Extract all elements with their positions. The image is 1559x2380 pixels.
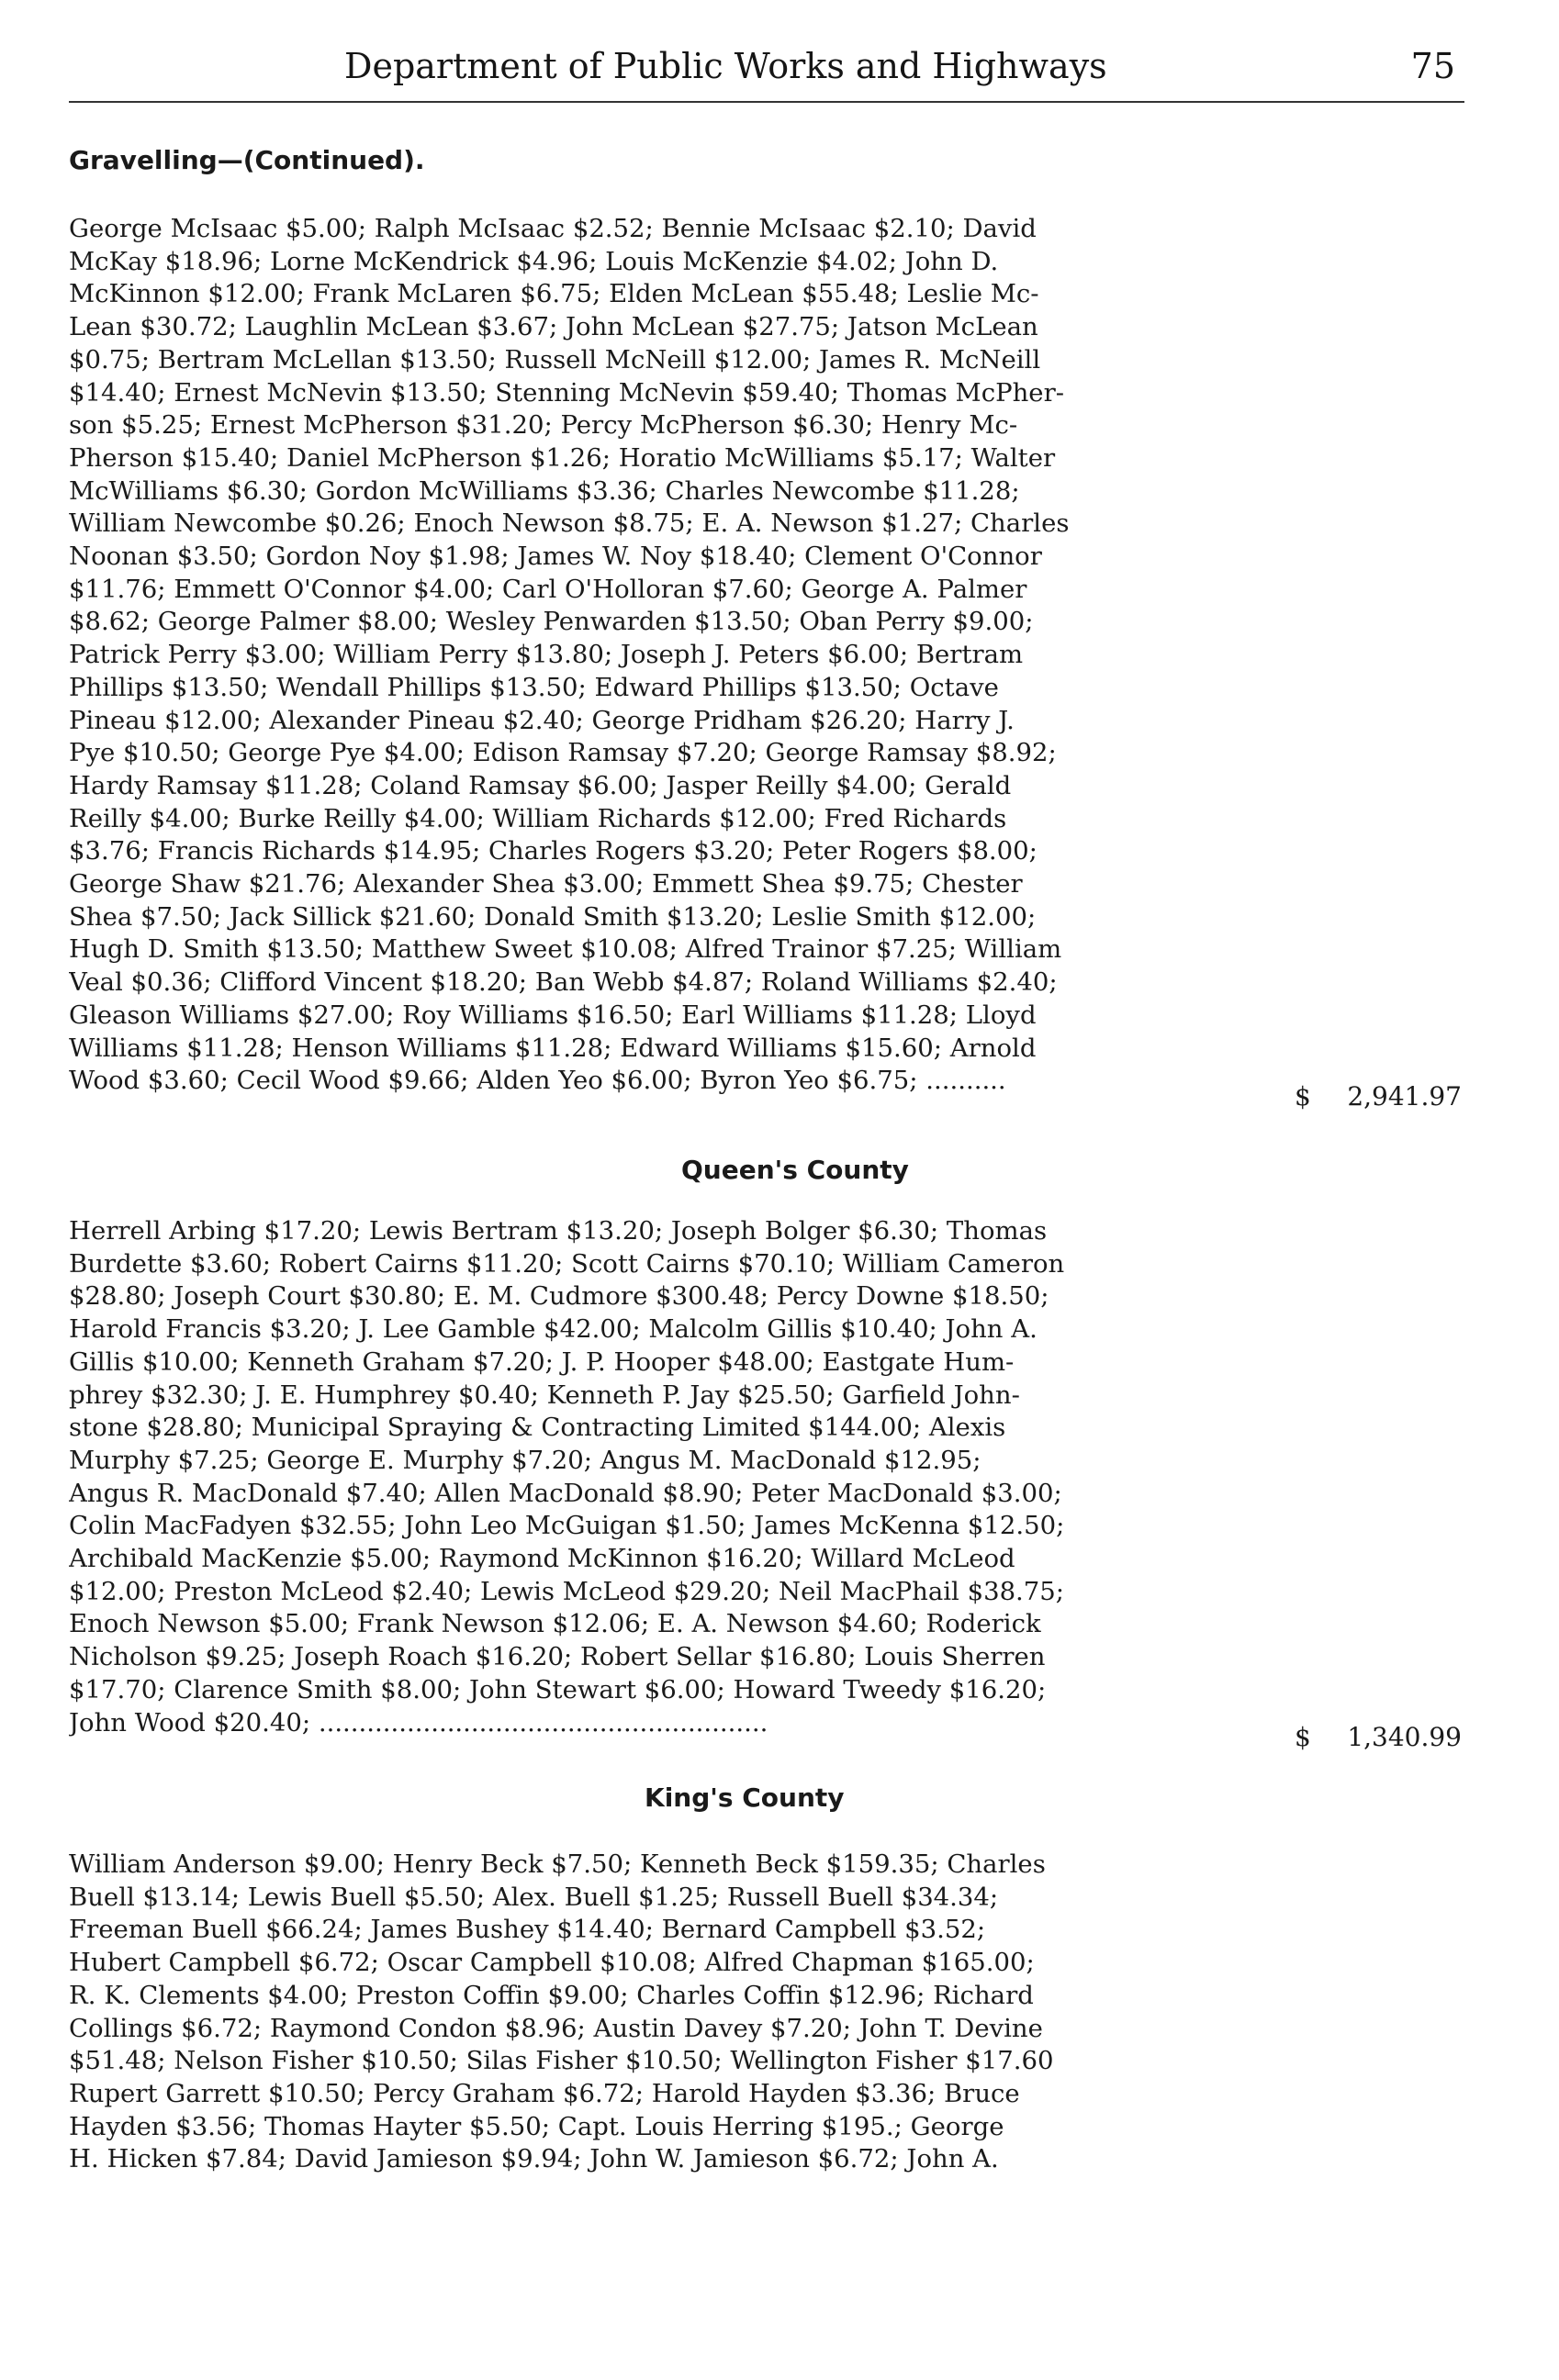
text-line: Enoch Newson $5.00; Frank Newson $12.06; E. A. Newson $4.60; Roderick bbox=[69, 1609, 1041, 1639]
text-line: $12.00; Preston McLeod $2.40; Lewis McLeod $29.20; Neil MacPhail $38.75; bbox=[69, 1576, 1065, 1606]
gravelling-continued-paragraph bbox=[69, 213, 1262, 1098]
text-line: Gillis $10.00; Kenneth Graham $7.20; J. P. Hooper $48.00; Eastgate Hum- bbox=[69, 1346, 1015, 1377]
text-line: Archibald MacKenzie $5.00; Raymond McKinnon $16.20; Willard McLeod bbox=[69, 1544, 1015, 1574]
text-line: Wood $3.60; Cecil Wood $9.66; Alden Yeo $6.00; Byron Yeo $6.75; .......... bbox=[69, 1066, 1006, 1096]
text-line: Herrell Arbing $17.20; Lewis Bertram $13.20; Joseph Bolger $6.30; Thomas bbox=[69, 1216, 1048, 1246]
text-line: phrey $32.30; J. E. Humphrey $0.40; Kenneth P. Jay $25.50; Garfield John- bbox=[69, 1380, 1020, 1410]
text-line: William Newcombe $0.26; Enoch Newson $8.75; E. A. Newson $1.27; Charles bbox=[69, 508, 1070, 539]
text-line: Buell $13.14; Lewis Buell $5.50; Alex. Buell $1.25; Russell Buell $34.34; bbox=[69, 1882, 999, 1912]
text-line: Noonan $3.50; Gordon Noy $1.98; James W. Noy $18.40; Clement O'Connor bbox=[69, 542, 1042, 572]
text-line: William Anderson $9.00; Henry Beck $7.50; Kenneth Beck $159.35; Charles bbox=[69, 1849, 1046, 1879]
text-line: $51.48; Nelson Fisher $10.50; Silas Fisher $10.50; Wellington Fisher $17.60 bbox=[69, 2046, 1054, 2076]
text-line: Veal $0.36; Clifford Vincent $18.20; Ban Webb $4.87; Roland Williams $2.40; bbox=[69, 967, 1058, 998]
text-line: Hubert Campbell $6.72; Oscar Campbell $10.08; Alfred Chapman $165.00; bbox=[69, 1948, 1035, 1978]
total-amount: 2,941.97 bbox=[1347, 1081, 1462, 1112]
text-line: $17.70; Clarence Smith $8.00; John Stewart $6.00; Howard Tweedy $16.20; bbox=[69, 1674, 1047, 1704]
text-line: McWilliams $6.30; Gordon McWilliams $3.36; Charles Newcombe $11.28; bbox=[69, 475, 1020, 506]
text-line: Harold Francis $3.20; J. Lee Gamble $42.00; Malcolm Gillis $10.40; John A. bbox=[69, 1314, 1037, 1345]
page-number: 75 bbox=[1410, 46, 1455, 86]
text-line: Pineau $12.00; Alexander Pineau $2.40; George Pridham $26.20; Harry J. bbox=[69, 705, 1015, 735]
text-line: $0.75; Bertram McLellan $13.50; Russell McNeill $12.00; James R. McNeill bbox=[69, 344, 1041, 374]
text-line: R. K. Clements $4.00; Preston Coffin $9.00; Charles Coffin $12.96; Richard bbox=[69, 1980, 1034, 2010]
text-line: $8.62; George Palmer $8.00; Wesley Penwarden $13.50; Oban Perry $9.00; bbox=[69, 607, 1034, 637]
text-line: John Wood $20.40; ........................................................ bbox=[69, 1707, 768, 1738]
text-line: Shea $7.50; Jack Sillick $21.60; Donald Smith $13.20; Leslie Smith $12.00; bbox=[69, 901, 1037, 932]
text-line: Collings $6.72; Raymond Condon $8.96; Austin Davey $7.20; John T. Devine bbox=[69, 2013, 1043, 2043]
text-line: Angus R. MacDonald $7.40; Allen MacDonald $8.90; Peter MacDonald $3.00; bbox=[69, 1478, 1062, 1508]
text-line: Burdette $3.60; Robert Cairns $11.20; Scott Cairns $70.10; William Cameron bbox=[69, 1248, 1065, 1279]
text-line: Hugh D. Smith $13.50; Matthew Sweet $10.08; Alfred Trainor $7.25; William bbox=[69, 934, 1062, 965]
text-line: Nicholson $9.25; Joseph Roach $16.20; Robert Sellar $16.80; Louis Sherren bbox=[69, 1642, 1046, 1672]
kings-county-heading: King's County bbox=[645, 1782, 845, 1813]
text-line: Pye $10.50; George Pye $4.00; Edison Ramsay $7.20; George Ramsay $8.92; bbox=[69, 738, 1057, 768]
queens-county-paragraph bbox=[69, 1215, 1262, 1739]
text-line: $11.76; Emmett O'Connor $4.00; Carl O'Holloran $7.60; George A. Palmer bbox=[69, 574, 1027, 604]
text-line: son $5.25; Ernest McPherson $31.20; Percy McPherson $6.30; Henry Mc- bbox=[69, 410, 1018, 441]
running-title: Department of Public Works and Highways bbox=[344, 46, 1107, 86]
text-line: Colin MacFadyen $32.55; John Leo McGuigan $1.50; James McKenna $12.50; bbox=[69, 1511, 1065, 1541]
text-line: Williams $11.28; Henson Williams $11.28; Edward Williams $15.60; Arnold bbox=[69, 1033, 1037, 1063]
text-line: Murphy $7.25; George E. Murphy $7.20; Angus M. MacDonald $12.95; bbox=[69, 1445, 981, 1475]
text-line: McKinnon $12.00; Frank McLaren $6.75; Elden McLean $55.48; Leslie Mc- bbox=[69, 279, 1039, 309]
text-line: Hardy Ramsay $11.28; Coland Ramsay $6.00; Jasper Reilly $4.00; Gerald bbox=[69, 770, 1012, 800]
text-line: $28.80; Joseph Court $30.80; E. M. Cudmore $300.48; Percy Downe $18.50; bbox=[69, 1281, 1049, 1312]
text-line: Hayden $3.56; Thomas Hayter $5.50; Capt. Louis Herring $195.; George bbox=[69, 2111, 1004, 2141]
text-line: Lean $30.72; Laughlin McLean $3.67; John McLean $27.75; Jatson McLean bbox=[69, 312, 1038, 342]
queens-county-heading: Queen's County bbox=[681, 1155, 909, 1185]
queens-county-total bbox=[1295, 1722, 1462, 1755]
text-line: stone $28.80; Municipal Spraying & Contracting Limited $144.00; Alexis bbox=[69, 1413, 1006, 1443]
total-dollar-sign: $ bbox=[1295, 1081, 1311, 1112]
total-amount: 1,340.99 bbox=[1347, 1722, 1462, 1752]
text-line: Pherson $15.40; Daniel McPherson $1.26; Horatio McWilliams $5.17; Walter bbox=[69, 442, 1056, 473]
gravelling-continued-total bbox=[1295, 1081, 1462, 1114]
text-line: Gleason Williams $27.00; Roy Williams $16.50; Earl Williams $11.28; Lloyd bbox=[69, 1000, 1037, 1030]
text-line: McKay $18.96; Lorne McKendrick $4.96; Louis McKenzie $4.02; John D. bbox=[69, 246, 999, 276]
text-line: Phillips $13.50; Wendall Phillips $13.50; Edward Phillips $13.50; Octave bbox=[69, 672, 999, 702]
text-line: Freeman Buell $66.24; James Bushey $14.40; Bernard Campbell $3.52; bbox=[69, 1915, 986, 1945]
page-header bbox=[69, 44, 1464, 99]
text-line: $14.40; Ernest McNevin $13.50; Stenning McNevin $59.40; Thomas McPher- bbox=[69, 377, 1065, 408]
text-line: Patrick Perry $3.00; William Perry $13.80; Joseph J. Peters $6.00; Bertram bbox=[69, 640, 1024, 670]
text-line: George McIsaac $5.00; Ralph McIsaac $2.52; Bennie McIsaac $2.10; David bbox=[69, 214, 1037, 243]
text-line: $3.76; Francis Richards $14.95; Charles Rogers $3.20; Peter Rogers $8.00; bbox=[69, 836, 1037, 866]
text-line: H. Hicken $7.84; David Jamieson $9.94; John W. Jamieson $6.72; John A. bbox=[69, 2144, 999, 2174]
text-line: George Shaw $21.76; Alexander Shea $3.00; Emmett Shea $9.75; Chester bbox=[69, 869, 1023, 899]
text-line: Reilly $4.00; Burke Reilly $4.00; William Richards $12.00; Fred Richards bbox=[69, 803, 1007, 833]
header-rule bbox=[69, 101, 1464, 103]
kings-county-paragraph bbox=[69, 1849, 1262, 2176]
total-dollar-sign: $ bbox=[1295, 1722, 1311, 1752]
text-line: Rupert Garrett $10.50; Percy Graham $6.72; Harold Hayden $3.36; Bruce bbox=[69, 2078, 1020, 2108]
section-title: Gravelling—(Continued). bbox=[69, 145, 425, 175]
